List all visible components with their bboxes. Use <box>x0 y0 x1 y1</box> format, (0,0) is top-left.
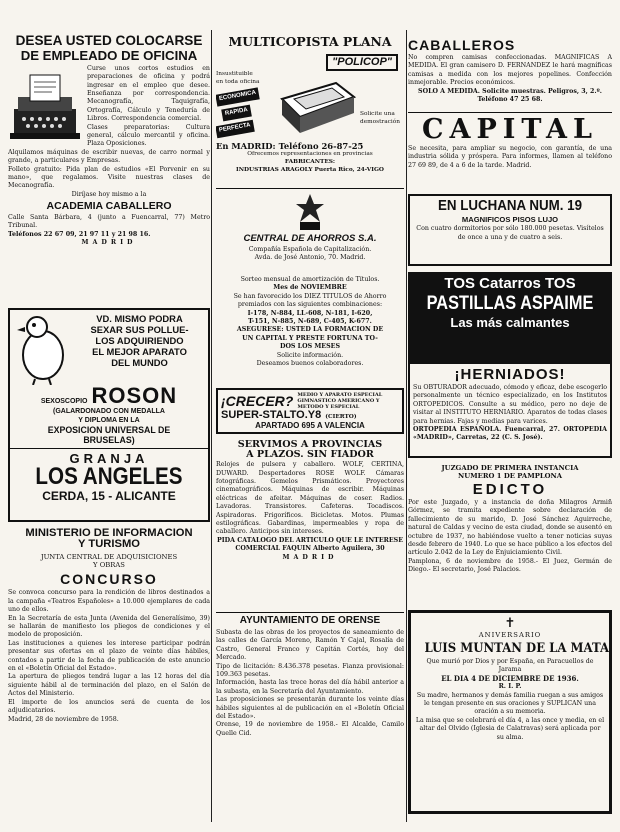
column-rule <box>406 30 407 822</box>
ad-text: Que murió por Dios y por España, en Paracuellos de Jarama <box>426 658 594 674</box>
roson-line: VD. MISMO PODRA <box>96 313 183 324</box>
crown-emblem-icon <box>294 192 326 234</box>
roson-line: EL MEJOR APARATO <box>92 346 187 357</box>
ad-text: Compañía Española de Capitalización. <box>248 245 372 253</box>
ad-text: En la Secretaría de esta Junta (Avenida del Generalísimo, 39) se hallarán de manifiesto los pliegos de condiciones y el modelo de proposición. <box>8 614 210 639</box>
caballeros-ad <box>408 38 612 108</box>
ad-text: Su OBTURADOR adecuado, cómodo y eficaz, debe escogerlo personalmente un técnico especializado, en los Institutos ORTOPEDICOS. Consulte a su médico, pero no deje de visitar al INSTITUTO HERNIARIO. Aparatos de todas clases para hernias. Fajas y medias para varices. <box>413 384 607 425</box>
ad-text: Información, hasta las trece horas del día hábil anterior a la subasta, en la Secretaría del Ayuntamiento. <box>216 679 404 695</box>
ad-text: Sorteo mensual de amortización de Títulos. <box>240 276 380 283</box>
ad-text: Diríjase hoy mismo a la <box>71 190 147 198</box>
policop-graphic-area <box>216 71 404 141</box>
ad-address: Calle Santa Bárbara, 4 (junto a Fuencarral, 77) Metro Tribunal. <box>8 213 210 230</box>
ad-city: MADRID <box>81 239 137 247</box>
rip-label: R. I. P. <box>498 683 522 691</box>
ad-text: INDUSTRIAS ARAGOLY Puerta Rico, 24-VIGO <box>236 166 384 173</box>
ad-closing: Pamplona, 6 de noviembre de 1958.- El Juez, Germán de Diego.- El secretario, José Palacios. <box>408 557 612 574</box>
ad-text: Avda. de José Antonio, 70. Madrid. <box>254 253 366 261</box>
column-rule <box>211 30 212 822</box>
ad-title: AYUNTAMIENTO DE ORENSE <box>239 615 381 626</box>
ad-text: La misa que se celebrará el día 4, a las once y media, en el altar del Olvido (Iglesia de Calatravas) será aplicada por su alma. <box>415 716 605 741</box>
brand-name: PASTILLAS ASPAIME <box>426 293 594 314</box>
ad-text: Se han favorecido los DIEZ TITULOS de Ahorro premiados con las siguientes combinaciones: <box>233 292 387 309</box>
side-text-line: en toda oficina <box>216 79 260 85</box>
ad-text: Deseamos buenos colaboradores. <box>256 360 364 368</box>
ad-title: ¡HERNIADOS! <box>454 366 566 383</box>
ad-city: MADRID <box>282 553 338 561</box>
ad-text: Clases preparatorias: Cultura general, cálculo mercantil y oficina. Plaza Oposiciones. <box>87 123 210 148</box>
ad-text: Relojes de pulsera y caballero. WOLF, CERTINA, DUWARD. Despertadores ROSE WOLF. Cámaras fotográficas. Gemelos Prismáticos. Proyectores cinematográficos. Máquinas de escribir. Máquinas eléctricas de afeitar. Máquinas de coser. Radios. Lavadoras. Transistores. Cafeteras. Tocadiscos. Aspiradoras. Frigoríficos. Bicicletas. Motos. Plumas estilográficas. Gabardinas, impermeables y ropa de caballero. Anticipos sin intereses. <box>216 461 404 536</box>
product-name: SUPER-STALTO.Y8 <box>221 409 322 421</box>
concurso-heading: CONCURSO <box>60 571 158 588</box>
ad-address: COMERCIAL FAQUIN Alberto Aguilera, 30 <box>235 545 385 553</box>
ad-title: EDICTO <box>472 481 548 498</box>
feature-tag: PERFECTA <box>216 120 255 138</box>
comercial-faquin-ad <box>216 440 404 608</box>
ad-text: Las proposiciones se presentarán durante los veinte días hábiles siguientes al de publicación en el «Boletín Oficial del Estado». <box>216 696 404 721</box>
aniversario-label: ANIVERSARIO <box>478 631 542 639</box>
ad-text: Con cuatro dormitorios por sólo 180.000 pesetas. Visítelos de once a una y de cuatro a seis. <box>416 225 604 241</box>
cross-icon: ✝ <box>504 616 516 631</box>
herniados-ad <box>408 362 612 458</box>
ad-title: DE EMPLEADO DE OFICINA <box>20 47 198 63</box>
granja-name: LOS ANGELES <box>35 463 183 490</box>
ad-slogan: ASEGURESE: USTED LA FORMACION DE <box>236 326 384 334</box>
ministerio-informacion-ad <box>8 528 210 828</box>
ad-text: Curse unos cortos estudios en preparaciones de oficina y podrá ingresar en el empleo que desee. Enseñanza por correspondencia. Mecanografía, Taquigrafía, Ortografía, Cálculo y Teneduría de Libros. Correspondencia comercial. <box>87 64 210 123</box>
central-ahorros-ad <box>216 188 404 277</box>
ad-text: Solicite información. <box>276 351 344 359</box>
luchana-pisos-ad <box>408 194 612 266</box>
ad-header: JUZGADO DE PRIMERA INSTANCIA <box>441 464 579 472</box>
award-line: BRUSELAS) <box>83 435 135 445</box>
ad-title: A PLAZOS. SIN FIADOR <box>246 448 374 460</box>
ad-side-text: MEDIO Y APARATO ESPECIAL GIMNASTICO AMERICANO Y METODO Y ESPECIAL <box>297 392 383 410</box>
central-ahorros-sorteo <box>216 276 404 384</box>
column-middle <box>216 0 404 832</box>
product-note: (CIERTO) <box>325 414 357 420</box>
ad-subtitle: Y OBRAS <box>93 561 125 570</box>
ad-slogan: UN CAPITAL Y PRESTE FORTUNA TO- <box>242 334 378 342</box>
ad-title: CABALLEROS <box>408 38 516 53</box>
ad-subtitle: MAGNIFICOS PISOS LUJO <box>461 214 559 224</box>
ad-phones: Teléfonos 22 67 09, 21 97 11 y 21 98 16. <box>8 230 151 238</box>
pastillas-aspaime-ad <box>408 272 612 362</box>
brand-badge-row <box>216 50 398 71</box>
ad-text: Ofrecemos representaciones en provincias <box>247 151 373 158</box>
ad-slogan: DOS LOS MESES <box>279 343 340 351</box>
feature-tag: RAPIDA <box>221 105 252 121</box>
roson-line: DEL MUNDO <box>111 357 168 368</box>
roson-line: LOS ADQUIRIENDO <box>95 335 184 346</box>
ad-address: ORTOPEDIA ESPAÑOLA. Fuencarral, 27. ORTOPEDIA «MADRID», Carretas, 22 (C. S. José). <box>413 426 607 442</box>
phone-line: En MADRID: Teléfono 26-87-25 <box>216 141 364 152</box>
ad-text: Tipo de licitación: 8.436.378 pesetas. Fianza provisional: 109.363 pesetas. <box>216 662 404 679</box>
ad-text: No compren camisas confeccionadas. MAGNIFICAS A MEDIDA. El gran camisero D. FERNANDEZ le hará magníficas camisas a medida con los mejores popelines. Confección inmejorable. Precios económicos. <box>408 54 612 87</box>
ad-title: MULTICOPISTA PLANA <box>228 36 392 49</box>
winning-numbers: I-178, N-884, LL-608, N-181, I-620, <box>247 309 373 317</box>
ad-slogan: Las más calmantes <box>450 315 570 330</box>
ad-text: Por este Juzgado, y a instancia de doña Milagros Armiñ Górmez, se tramita expediente sobre declaración de fallecimiento de su marido, D. José Sánchez Aguirreche, natural de Caldas y vecino de esta ciudad, donde se ausentó en octubre de 1937, no habiéndose vuelto a tener noticias suyas desde febrero de 1940. Lo que se hace público a los efectos del artículo 2.042 de la Ley de Enjuiciamiento Civil. <box>408 499 612 557</box>
ad-text: FABRICANTES: <box>284 159 336 165</box>
award-line: Y DIPLOMA EN LA <box>78 417 140 424</box>
ad-text: Las instituciones a quienes les interese participar podrán presentar sus ofertas en el plazo de veinte días hábiles, contados a partir de la fecha de publicación de este anuncio en el «Boletín Oficial del Estado». <box>8 639 210 673</box>
winning-numbers: T-151, N-885, N-689, C-405, K-677. <box>248 318 372 326</box>
side-text <box>216 71 268 86</box>
typewriter-illustration <box>8 67 82 147</box>
ad-subtitle: JUNTA CENTRAL DE ADQUISICIONES <box>40 553 178 562</box>
ad-title: TOS Catarros TOS <box>444 275 576 292</box>
granja-address: CERDA, 15 - ALICANTE <box>42 489 176 503</box>
ad-text: Alquilamos máquinas de escribir nuevas, de carro normal y grande, a particulares y Empresas. <box>8 148 210 165</box>
award-line: EXPOSICION UNIVERSAL DE <box>47 425 171 435</box>
ad-text: Su madre, hermanos y demás familia ruegan a sus amigos le tengan presente en sus oraciones y SUPLICAN una oración a su memoria. <box>416 691 604 716</box>
chick-illustration <box>13 313 71 385</box>
ad-text: El importe de los anuncios será de cuenta de los adjudicatarios. <box>8 698 210 715</box>
ad-title: Y TURISMO <box>78 538 140 551</box>
roson-brand-row <box>13 385 205 407</box>
granja-label: GRANJA <box>69 451 149 466</box>
ad-text: PIDA CATALOGO DEL ARTICULO QUE LE INTERESE <box>216 536 404 544</box>
death-date: EL DIA 4 DE DICIEMBRE DE 1936. <box>441 673 579 683</box>
duplicator-machine-illustration <box>278 77 356 135</box>
award-line: (GALARDONADO CON MEDALLA <box>53 408 165 415</box>
side-text-line: Insustituible <box>216 71 253 78</box>
column-right <box>408 0 612 832</box>
side-text-line: demostración <box>360 119 400 125</box>
ad-title: CAPITAL <box>422 114 598 145</box>
sexoscopio-roson-ad <box>8 308 210 522</box>
product-row <box>221 410 399 422</box>
edicto-juzgado-ad <box>408 464 612 598</box>
academy-name: ACADEMIA CABALLERO <box>46 200 172 213</box>
ad-text: La apertura de pliegos tendrá lugar a las 12 horas del día siguiente hábil al de terminación del plazo, en el Salón de Actos del Ministerio. <box>8 673 210 698</box>
ad-closing: Orense, 19 de noviembre de 1958.- El Alcalde, Camilo Quelle Cid. <box>216 721 404 737</box>
ad-text: Se necesita, para ampliar su negocio, con garantía, de una industria sólida y próspera. Para informes, llamen al teléfono 27 69 89, de 4 a 6 de la tarde. Madrid. <box>408 145 612 169</box>
deceased-name: LUIS MUNTAN DE LA MATA <box>424 641 610 656</box>
esquela-aniversario <box>408 610 612 814</box>
brand-prefix: SEXOSCOPIO <box>40 398 88 405</box>
ad-text: Folleto gratuito: Pida plan de estudios «El Porvenir en su mano», que regalamos. Visite nuestras clases de Mecanografía. <box>8 165 210 190</box>
side-text-line: Solicite una <box>360 111 395 118</box>
ad-address: SOLO A MEDIDA. Solicite muestras. Peligros, 3, 2.º. Teléfono 47 25 68. <box>418 87 602 104</box>
ayuntamiento-orense-ad <box>216 612 404 828</box>
column-left <box>8 0 210 832</box>
capital-ad <box>408 112 612 191</box>
ad-text: Se convoca concurso para la rendición de libros destinados a la campaña «Teatros Españoles» a 10.000 ejemplares de cada uno de ellos. <box>8 589 210 614</box>
roson-line: SEXAR SUS POLLUE- <box>90 324 189 335</box>
side-text <box>360 111 404 126</box>
crecer-row <box>221 392 399 410</box>
ad-title: SERVIMOS A PROVINCIAS <box>237 440 383 450</box>
brand-name: ROSON <box>91 383 178 408</box>
ad-title: ¡CRECER? <box>221 393 294 409</box>
super-stalto-ad <box>216 388 404 434</box>
divider <box>10 448 208 449</box>
ad-text: Mes de NOVIEMBRE <box>273 284 347 292</box>
ad-title: MINISTERIO DE INFORMACION <box>25 528 193 539</box>
academia-caballero-ad <box>8 34 210 302</box>
policop-ad <box>216 36 404 184</box>
ad-address: APARTADO 695 A VALENCIA <box>255 420 365 430</box>
ad-header: NUMERO 1 DE PAMPLONA <box>457 472 563 480</box>
ad-title: DESEA USTED COLOCARSE <box>15 34 203 48</box>
brand-badge: "POLICOP" <box>326 54 398 71</box>
ad-closing: Madrid, 28 de noviembre de 1958. <box>8 715 119 723</box>
feature-tag: ECONOMICA <box>216 88 260 107</box>
ad-title: EN LUCHANA NUM. 19 <box>437 198 583 214</box>
brand-name: CENTRAL DE AHORROS S.A. <box>243 233 377 244</box>
ad-text: Subasta de las obras de los proyectos de saneamiento de las calles de García Moreno, Ramón Y Cajal, Rosalía de Castro, General Franco y Capitán Cortés, hoy del Mercado. <box>216 629 404 662</box>
